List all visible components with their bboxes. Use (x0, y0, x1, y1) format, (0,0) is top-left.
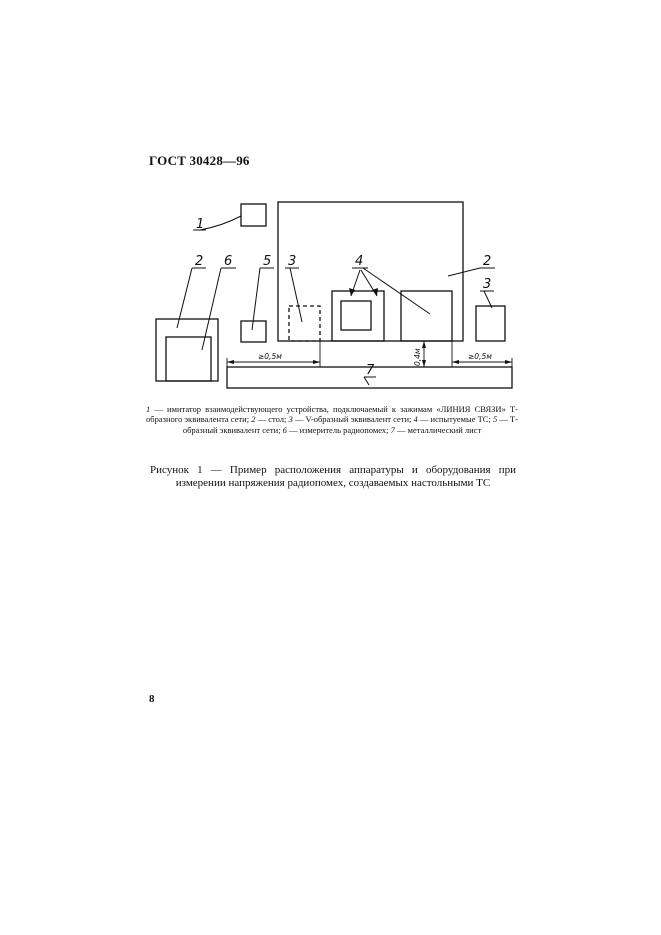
legend-num-1: 1 (146, 404, 151, 414)
figure-drawing (140, 190, 530, 400)
dim-arrow-right-a (452, 360, 459, 364)
leader-line-7 (364, 377, 369, 385)
label-4: 4 (355, 254, 364, 269)
label-2-right: 2 (483, 254, 492, 269)
legend-num-3: 3 (288, 414, 293, 425)
legend-text-2: — стол; (255, 414, 289, 425)
v-network-dashed-box (289, 306, 320, 341)
label-6: 6 (224, 254, 233, 269)
dimension-height-label: 0,4м (413, 348, 422, 366)
noise-meter-inner-box (166, 337, 211, 381)
legend-text-4: — испытуемые ТС; (417, 414, 493, 425)
interaction-simulator-box (241, 204, 266, 226)
legend-num-4: 4 (413, 414, 418, 425)
dim-arrow-left-b (313, 360, 320, 364)
label-5: 5 (263, 254, 272, 269)
figure-caption: Рисунок 1 — Пример расположения аппаратуры и оборудования при измерении напряжения радиопомех, создаваемых настольными ТС (150, 464, 516, 490)
legend-num-2: 2 (251, 414, 256, 425)
legend-num-5: 5 (492, 414, 498, 425)
label-7: 7 (366, 363, 375, 378)
noise-meter-outer-box (156, 319, 218, 381)
label-3-left: 3 (288, 254, 297, 269)
figure-legend (146, 404, 518, 435)
t-network-box (241, 321, 266, 342)
arrowhead-4a (349, 288, 355, 296)
legend-text-5: — Т-образный эквивалент сети; (182, 414, 519, 435)
legend-text-3: — V-образный эквивалент сети; (292, 414, 414, 425)
document-header: ГОСТ 30428—96 (149, 153, 250, 168)
v-network-box-right (476, 306, 505, 341)
label-2-left: 2 (195, 254, 204, 269)
dim-arrow-up (422, 341, 426, 348)
legend-text-1: — имитатор взаимодействующего устройства, подключаемый к зажимам «ЛИНИЯ СВЯЗИ» Т-образного эквивалента сети; (146, 404, 518, 425)
leader-line-1 (200, 216, 241, 230)
legend-num-6: 6 (282, 424, 287, 435)
label-1: 1 (196, 217, 205, 232)
label-3-right: 3 (483, 277, 492, 292)
dimension-right-label: ≥0,5м (468, 352, 492, 361)
eut-inner-box (341, 301, 371, 330)
dimension-left-label: ≥0,5м (258, 352, 282, 361)
equipment-layout-figure (140, 190, 530, 400)
eut-second-box (401, 291, 452, 341)
legend-text-7: — металлический лист (394, 424, 482, 435)
legend-text-6: — измеритель радиопомех; (286, 424, 391, 435)
dim-arrow-down (422, 360, 426, 367)
leader-line-3-left (290, 268, 302, 322)
page-number: 8 (149, 693, 155, 705)
legend-num-7: 7 (390, 424, 395, 435)
leader-line-2-right (448, 268, 480, 276)
dim-arrow-right-b (505, 360, 512, 364)
dim-arrow-left-a (227, 360, 234, 364)
eut-outer-box (332, 291, 384, 341)
